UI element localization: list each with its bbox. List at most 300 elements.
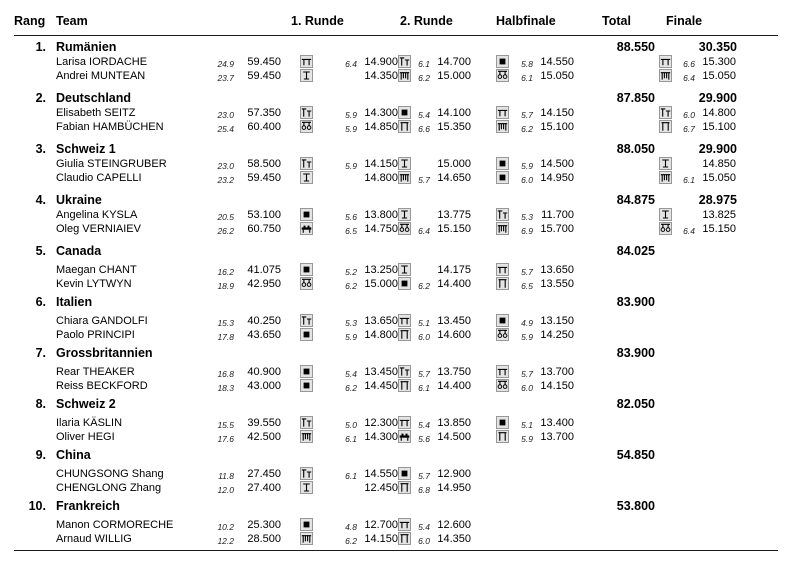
team-block xyxy=(0,91,792,134)
athlete-d-sum: 23.2 xyxy=(217,175,234,185)
athlete-name: Larisa IORDACHE xyxy=(56,56,148,68)
athlete-rows xyxy=(0,416,792,444)
halbfinale-d-score: 5.7 xyxy=(521,369,533,379)
runde1-score: 14.450 xyxy=(364,380,398,392)
halbfinale-score: 14.150 xyxy=(540,380,574,392)
finale-d-score: 6.7 xyxy=(683,124,695,134)
halbfinale-score: 13.700 xyxy=(540,366,574,378)
athlete-total-score: 25.300 xyxy=(247,519,281,531)
athlete-d-sum: 12.2 xyxy=(217,536,234,546)
team-block xyxy=(0,397,792,444)
uneven-bars-icon xyxy=(300,157,313,170)
runde2-d-score: 5.6 xyxy=(418,434,430,444)
team-name: Schweiz 2 xyxy=(56,397,116,411)
runde1-score: 14.300 xyxy=(364,107,398,119)
team-rank: 7. xyxy=(35,346,46,360)
athlete-d-sum: 17.6 xyxy=(217,434,234,444)
team-block xyxy=(0,244,792,291)
halbfinale-d-score: 6.0 xyxy=(521,175,533,185)
runde1-d-score: 6.1 xyxy=(345,434,357,444)
halbfinale-d-score: 4.9 xyxy=(521,318,533,328)
halbfinale-d-score: 6.2 xyxy=(521,124,533,134)
runde2-score: 14.350 xyxy=(437,533,471,545)
runde2-score: 15.350 xyxy=(437,121,471,133)
floor-icon xyxy=(300,208,313,221)
team-finale-total: 29.900 xyxy=(698,142,737,156)
runde1-score: 14.900 xyxy=(364,56,398,68)
team-name: Deutschland xyxy=(56,91,132,105)
halbfinale-score: 13.150 xyxy=(540,315,574,327)
halbfinale-d-score: 6.0 xyxy=(521,383,533,393)
team-rank: 1. xyxy=(35,40,46,54)
vault-icon xyxy=(659,208,672,221)
runde2-d-score: 5.1 xyxy=(418,318,430,328)
runde2-score: 13.775 xyxy=(437,209,471,221)
floor-icon xyxy=(300,365,313,378)
runde1-d-score: 5.3 xyxy=(345,318,357,328)
athlete-name: Paolo PRINCIPI xyxy=(56,329,135,341)
athlete-total-score: 60.750 xyxy=(247,223,281,235)
athlete-total-score: 40.900 xyxy=(247,366,281,378)
athlete-d-sum: 17.8 xyxy=(217,332,234,342)
athlete-name: Andrei MUNTEAN xyxy=(56,70,146,82)
runde1-score: 14.750 xyxy=(364,223,398,235)
athlete-rows xyxy=(0,263,792,291)
runde2-score: 14.400 xyxy=(437,278,471,290)
floor-icon xyxy=(300,518,313,531)
athlete-row xyxy=(0,518,792,532)
runde2-score: 13.850 xyxy=(437,417,471,429)
athlete-name: CHENGLONG Zhang xyxy=(56,482,162,494)
team-total-score: 88.550 xyxy=(616,40,655,54)
athlete-name: Arnaud WILLIG xyxy=(56,533,132,545)
team-block xyxy=(0,40,792,83)
finale-score: 15.150 xyxy=(702,223,736,235)
runde2-score: 14.100 xyxy=(437,107,471,119)
halbfinale-d-score: 6.9 xyxy=(521,226,533,236)
runde1-d-score: 5.9 xyxy=(345,161,357,171)
team-total-score: 88.050 xyxy=(616,142,655,156)
athlete-total-score: 59.450 xyxy=(247,56,281,68)
vault-icon xyxy=(398,208,411,221)
runde2-score: 14.175 xyxy=(437,264,471,276)
runde1-d-score: 5.6 xyxy=(345,212,357,222)
team-name: Ukraine xyxy=(56,193,102,207)
runde2-d-score: 5.7 xyxy=(418,471,430,481)
runde1-score: 14.300 xyxy=(364,431,398,443)
header-finale: Finale xyxy=(666,14,703,28)
header-runde2: 2. Runde xyxy=(400,14,453,28)
athlete-name: Oliver HEGI xyxy=(56,431,115,443)
parallel-bars-icon xyxy=(300,532,313,545)
team-total-score: 54.850 xyxy=(616,448,655,462)
athlete-name: Maegan CHANT xyxy=(56,264,137,276)
finale-d-score: 6.0 xyxy=(683,110,695,120)
runde2-score: 14.650 xyxy=(437,172,471,184)
athlete-name: Angelina KYSLA xyxy=(56,209,138,221)
halbfinale-score: 14.150 xyxy=(540,107,574,119)
athlete-d-sum: 15.3 xyxy=(217,318,234,328)
vault-icon xyxy=(300,171,313,184)
runde2-d-score: 6.4 xyxy=(418,226,430,236)
athlete-name: Reiss BECKFORD xyxy=(56,380,148,392)
halbfinale-score: 15.700 xyxy=(540,223,574,235)
team-row xyxy=(0,40,792,55)
uneven-bars-icon xyxy=(300,106,313,119)
athlete-row xyxy=(0,365,792,379)
team-rank: 4. xyxy=(35,193,46,207)
runde1-score: 14.850 xyxy=(364,121,398,133)
athlete-d-sum: 25.4 xyxy=(217,124,234,134)
runde1-d-score: 5.0 xyxy=(345,420,357,430)
runde2-score: 14.400 xyxy=(437,380,471,392)
runde2-d-score: 6.2 xyxy=(418,281,430,291)
team-block xyxy=(0,448,792,495)
runde2-score: 14.600 xyxy=(437,329,471,341)
team-total-score: 83.900 xyxy=(616,346,655,360)
athlete-rows xyxy=(0,365,792,393)
runde2-d-score: 5.4 xyxy=(418,420,430,430)
athlete-total-score: 58.500 xyxy=(247,158,281,170)
header-rang: Rang xyxy=(14,14,46,28)
athlete-name: Oleg VERNIAIEV xyxy=(56,223,141,235)
athlete-row xyxy=(0,481,792,495)
halbfinale-d-score: 5.9 xyxy=(521,434,533,444)
runde1-d-score: 5.9 xyxy=(345,124,357,134)
runde2-score: 12.600 xyxy=(437,519,471,531)
athlete-row xyxy=(0,532,792,546)
runde1-score: 14.800 xyxy=(364,329,398,341)
runde2-score: 14.500 xyxy=(437,431,471,443)
runde1-score: 13.650 xyxy=(364,315,398,327)
halbfinale-d-score: 5.7 xyxy=(521,110,533,120)
team-rank: 3. xyxy=(35,142,46,156)
runde1-score: 14.800 xyxy=(364,172,398,184)
athlete-name: Giulia STEINGRUBER xyxy=(56,158,167,170)
athlete-name: Kevin LYTWYN xyxy=(56,278,132,290)
athlete-total-score: 27.450 xyxy=(247,468,281,480)
runde2-d-score: 6.0 xyxy=(418,332,430,342)
finale-score: 15.300 xyxy=(702,56,736,68)
athlete-row xyxy=(0,277,792,291)
halbfinale-score: 15.050 xyxy=(540,70,574,82)
finale-score: 15.050 xyxy=(702,172,736,184)
runde1-score: 12.300 xyxy=(364,417,398,429)
athlete-total-score: 28.500 xyxy=(247,533,281,545)
athlete-row xyxy=(0,416,792,430)
athlete-d-sum: 18.3 xyxy=(217,383,234,393)
uneven-bars-icon xyxy=(300,467,313,480)
team-finale-total: 29.900 xyxy=(698,91,737,105)
runde2-score: 15.000 xyxy=(437,158,471,170)
runde1-score: 12.450 xyxy=(364,482,398,494)
header-team: Team xyxy=(56,14,88,28)
bottom-divider xyxy=(14,550,778,551)
uneven-bars-icon xyxy=(300,416,313,429)
runde2-d-score: 6.6 xyxy=(418,124,430,134)
runde2-d-score: 6.2 xyxy=(418,73,430,83)
team-name: Rumänien xyxy=(56,40,117,54)
runde1-d-score: 6.1 xyxy=(345,471,357,481)
runde1-d-score: 5.9 xyxy=(345,110,357,120)
finale-d-score: 6.1 xyxy=(683,175,695,185)
athlete-total-score: 59.450 xyxy=(247,172,281,184)
pommel-horse-icon xyxy=(300,222,313,235)
athlete-row xyxy=(0,55,792,69)
athlete-d-sum: 23.0 xyxy=(217,161,234,171)
runde1-score: 13.250 xyxy=(364,264,398,276)
athlete-row xyxy=(0,106,792,120)
finale-score: 14.800 xyxy=(702,107,736,119)
athlete-row xyxy=(0,379,792,393)
athlete-d-sum: 20.5 xyxy=(217,212,234,222)
runde1-d-score: 5.4 xyxy=(345,369,357,379)
team-rank: 9. xyxy=(35,448,46,462)
team-finale-total: 30.350 xyxy=(698,40,737,54)
athlete-total-score: 43.650 xyxy=(247,329,281,341)
runde2-d-score: 5.4 xyxy=(418,522,430,532)
runde2-score: 14.700 xyxy=(437,56,471,68)
athlete-row xyxy=(0,314,792,328)
athlete-row xyxy=(0,263,792,277)
halbfinale-score: 13.650 xyxy=(540,264,574,276)
vault-icon xyxy=(398,157,411,170)
athlete-name: Claudio CAPELLI xyxy=(56,172,142,184)
athlete-total-score: 42.500 xyxy=(247,431,281,443)
halbfinale-d-score: 5.7 xyxy=(521,267,533,277)
runde1-score: 14.550 xyxy=(364,468,398,480)
runde1-score: 14.150 xyxy=(364,533,398,545)
halbfinale-d-score: 5.9 xyxy=(521,332,533,342)
athlete-row xyxy=(0,467,792,481)
athlete-d-sum: 18.9 xyxy=(217,281,234,291)
finale-score: 13.825 xyxy=(702,209,736,221)
halbfinale-score: 11.700 xyxy=(541,209,574,221)
finale-d-score: 6.4 xyxy=(683,226,695,236)
athlete-row xyxy=(0,69,792,83)
runde2-d-score: 5.7 xyxy=(418,369,430,379)
team-block xyxy=(0,142,792,185)
athlete-total-score: 40.250 xyxy=(247,315,281,327)
athlete-total-score: 42.950 xyxy=(247,278,281,290)
header-runde1: 1. Runde xyxy=(291,14,344,28)
athlete-name: Fabian HAMBÜCHEN xyxy=(56,121,164,133)
team-row xyxy=(0,193,792,208)
halbfinale-d-score: 5.8 xyxy=(521,59,533,69)
team-row xyxy=(0,346,792,361)
team-rank: 10. xyxy=(28,499,46,513)
runde2-d-score: 5.7 xyxy=(418,175,430,185)
runde1-d-score: 6.4 xyxy=(345,59,357,69)
runde2-score: 13.450 xyxy=(437,315,471,327)
runde1-d-score: 5.2 xyxy=(345,267,357,277)
team-name: Italien xyxy=(56,295,93,309)
athlete-row xyxy=(0,157,792,171)
team-block xyxy=(0,346,792,393)
parallel-bars-icon xyxy=(300,430,313,443)
athlete-name: Elisabeth SEITZ xyxy=(56,107,136,119)
athlete-d-sum: 15.5 xyxy=(217,420,234,430)
floor-icon xyxy=(300,263,313,276)
athlete-row xyxy=(0,328,792,342)
runde1-score: 13.800 xyxy=(364,209,398,221)
runde2-d-score: 6.1 xyxy=(418,383,430,393)
header-divider xyxy=(14,35,778,36)
athlete-name: CHUNGSONG Shang xyxy=(56,468,164,480)
header-total: Total xyxy=(602,14,631,28)
athlete-row xyxy=(0,171,792,185)
halbfinale-score: 13.550 xyxy=(540,278,574,290)
runde2-score: 15.150 xyxy=(437,223,471,235)
finale-score: 15.100 xyxy=(702,121,736,133)
athlete-name: Manon CORMORECHE xyxy=(56,519,174,531)
vault-icon xyxy=(398,263,411,276)
runde2-d-score: 6.8 xyxy=(418,485,430,495)
runde2-score: 13.750 xyxy=(437,366,471,378)
runde1-score: 14.150 xyxy=(364,158,398,170)
athlete-name: Chiara GANDOLFI xyxy=(56,315,148,327)
vault-icon xyxy=(300,481,313,494)
team-total-score: 82.050 xyxy=(616,397,655,411)
athlete-name: Rear THEAKER xyxy=(56,366,135,378)
runde1-d-score: 6.2 xyxy=(345,536,357,546)
finale-d-score: 6.6 xyxy=(683,59,695,69)
halbfinale-d-score: 5.3 xyxy=(521,212,533,222)
athlete-d-sum: 12.0 xyxy=(217,485,234,495)
athlete-total-score: 41.075 xyxy=(247,264,281,276)
finale-score: 14.850 xyxy=(702,158,736,170)
halbfinale-score: 13.700 xyxy=(540,431,574,443)
team-total-score: 53.800 xyxy=(616,499,655,513)
halbfinale-score: 15.100 xyxy=(540,121,574,133)
rings-icon xyxy=(300,277,313,290)
runde2-d-score: 6.1 xyxy=(418,59,430,69)
athlete-total-score: 27.400 xyxy=(247,482,281,494)
team-row xyxy=(0,142,792,157)
balance-beam-icon xyxy=(300,55,313,68)
runde2-score: 12.900 xyxy=(437,468,471,480)
team-total-score: 83.900 xyxy=(616,295,655,309)
runde1-d-score: 5.9 xyxy=(345,332,357,342)
finale-score: 15.050 xyxy=(702,70,736,82)
athlete-row xyxy=(0,120,792,134)
athlete-d-sum: 26.2 xyxy=(217,226,234,236)
team-row xyxy=(0,91,792,106)
team-name: Canada xyxy=(56,244,102,258)
team-name: Frankreich xyxy=(56,499,120,513)
team-name: China xyxy=(56,448,91,462)
runde1-d-score: 4.8 xyxy=(345,522,357,532)
vault-icon xyxy=(659,157,672,170)
finale-d-score: 6.4 xyxy=(683,73,695,83)
runde1-score: 12.700 xyxy=(364,519,398,531)
athlete-total-score: 39.550 xyxy=(247,417,281,429)
athlete-d-sum: 11.8 xyxy=(218,471,234,481)
halbfinale-d-score: 5.9 xyxy=(521,161,533,171)
runde1-d-score: 6.2 xyxy=(345,281,357,291)
runde2-score: 15.000 xyxy=(437,70,471,82)
athlete-rows xyxy=(0,157,792,185)
halbfinale-score: 13.400 xyxy=(540,417,574,429)
team-name: Schweiz 1 xyxy=(56,142,116,156)
runde1-score: 13.450 xyxy=(364,366,398,378)
team-rank: 2. xyxy=(35,91,46,105)
team-block xyxy=(0,193,792,236)
halbfinale-score: 14.250 xyxy=(540,329,574,341)
team-rank: 6. xyxy=(35,295,46,309)
halbfinale-score: 14.500 xyxy=(540,158,574,170)
athlete-row xyxy=(0,222,792,236)
athlete-d-sum: 10.2 xyxy=(217,522,234,532)
team-row xyxy=(0,244,792,259)
team-row xyxy=(0,295,792,310)
runde2-d-score: 6.0 xyxy=(418,536,430,546)
runde2-score: 14.950 xyxy=(437,482,471,494)
team-finale-total: 28.975 xyxy=(698,193,737,207)
runde2-d-score: 5.4 xyxy=(418,110,430,120)
team-total-score: 87.850 xyxy=(616,91,655,105)
athlete-name: Ilaria KÄSLIN xyxy=(56,417,123,429)
team-rank: 5. xyxy=(35,244,46,258)
halbfinale-score: 14.950 xyxy=(540,172,574,184)
athlete-d-sum: 16.2 xyxy=(217,267,234,277)
halbfinale-d-score: 5.1 xyxy=(521,420,533,430)
team-name: Grossbritannien xyxy=(56,346,153,360)
athlete-rows xyxy=(0,106,792,134)
athlete-rows xyxy=(0,467,792,495)
athlete-total-score: 53.100 xyxy=(247,209,281,221)
athlete-rows xyxy=(0,55,792,83)
athlete-total-score: 43.000 xyxy=(247,380,281,392)
rings-icon xyxy=(300,120,313,133)
team-total-score: 84.025 xyxy=(616,244,655,258)
runde1-score: 14.350 xyxy=(364,70,398,82)
runde1-d-score: 6.2 xyxy=(345,383,357,393)
team-rank: 8. xyxy=(35,397,46,411)
athlete-row xyxy=(0,208,792,222)
runde1-d-score: 6.5 xyxy=(345,226,357,236)
athlete-d-sum: 23.7 xyxy=(217,73,234,83)
athlete-total-score: 59.450 xyxy=(247,70,281,82)
table-header xyxy=(0,14,792,35)
athlete-d-sum: 16.8 xyxy=(217,369,234,379)
header-halbfinale: Halbfinale xyxy=(496,14,556,28)
team-rows xyxy=(0,40,792,546)
team-row xyxy=(0,397,792,412)
floor-icon xyxy=(300,379,313,392)
athlete-rows xyxy=(0,208,792,236)
athlete-row xyxy=(0,430,792,444)
uneven-bars-icon xyxy=(300,314,313,327)
halbfinale-d-score: 6.1 xyxy=(521,73,533,83)
team-row xyxy=(0,448,792,463)
athlete-total-score: 57.350 xyxy=(247,107,281,119)
athlete-d-sum: 24.9 xyxy=(217,59,234,69)
team-block xyxy=(0,295,792,342)
team-row xyxy=(0,499,792,514)
team-block xyxy=(0,499,792,546)
athlete-total-score: 60.400 xyxy=(247,121,281,133)
halbfinale-d-score: 6.5 xyxy=(521,281,533,291)
team-total-score: 84.875 xyxy=(616,193,655,207)
athlete-rows xyxy=(0,518,792,546)
halbfinale-score: 14.550 xyxy=(540,56,574,68)
vault-icon xyxy=(300,69,313,82)
floor-icon xyxy=(300,328,313,341)
athlete-d-sum: 23.0 xyxy=(217,110,234,120)
runde1-score: 15.000 xyxy=(364,278,398,290)
athlete-rows xyxy=(0,314,792,342)
